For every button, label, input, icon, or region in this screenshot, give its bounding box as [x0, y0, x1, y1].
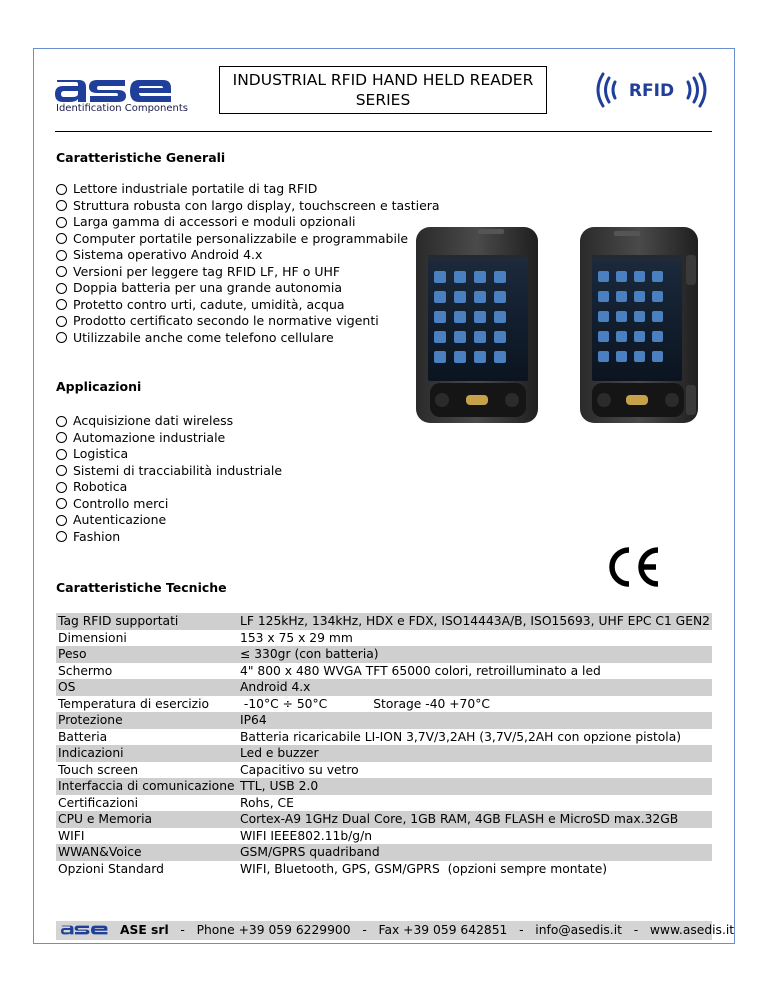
spec-label: Schermo	[58, 663, 113, 678]
list-item-label: Struttura robusta con largo display, touchscreen e tastiera	[73, 197, 440, 213]
list-item	[56, 446, 282, 463]
circle-bullet-icon	[56, 266, 67, 277]
table-row	[56, 828, 712, 845]
circle-bullet-icon	[56, 217, 67, 228]
list-item	[56, 479, 282, 496]
table-row	[56, 861, 712, 878]
spec-table	[56, 613, 712, 877]
general-heading: Caratteristiche Generali	[56, 150, 226, 165]
list-item	[56, 496, 282, 513]
footer-sep: -	[354, 923, 375, 937]
spec-value-secondary: Storage -40 +70°C	[373, 696, 490, 711]
spec-value	[238, 745, 712, 762]
spec-value-text: Led e buzzer	[240, 746, 319, 760]
spec-label: CPU e Memoria	[56, 811, 238, 828]
spec-label: Touch screen	[58, 762, 139, 777]
spec-value-text: Android 4.x	[240, 680, 311, 694]
circle-bullet-icon	[56, 515, 67, 526]
list-item-label: Prodotto certificato secondo le normative vigenti	[73, 313, 379, 328]
footer-website[interactable]: www.asedis.it	[649, 923, 735, 937]
footer-sep: -	[511, 923, 532, 937]
ce-mark-icon	[606, 546, 662, 588]
table-row	[56, 696, 712, 713]
footer-fax: Fax +39 059 642851	[378, 923, 508, 937]
spec-label: OS	[56, 679, 238, 696]
list-item	[56, 330, 440, 347]
spec-label: Dimensioni	[58, 630, 127, 645]
list-item-label: Larga gamma di accessori e moduli opzionali	[73, 214, 356, 229]
circle-bullet-icon	[56, 449, 67, 460]
applications-heading: Applicazioni	[56, 379, 142, 394]
circle-bullet-icon	[56, 250, 67, 261]
general-list	[56, 181, 440, 346]
header-divider	[55, 131, 712, 132]
company-tagline: Identification Components	[56, 103, 189, 114]
list-item-label: Sistemi di tracciabilità industriale	[73, 462, 283, 478]
list-item	[56, 529, 282, 546]
footer-company: ASE srl	[120, 923, 169, 937]
circle-bullet-icon	[56, 482, 67, 493]
spec-value-text: 4" 800 x 480 WVGA TFT 65000 colori, retroilluminato a led	[240, 663, 601, 678]
footer-contacts	[120, 921, 734, 940]
circle-bullet-icon	[56, 465, 67, 476]
circle-bullet-icon	[56, 184, 67, 195]
list-item-label: Robotica	[73, 479, 128, 494]
list-item	[56, 280, 440, 297]
circle-bullet-icon	[56, 531, 67, 542]
spec-value	[238, 630, 712, 647]
footer-phone: Phone +39 059 6229900	[196, 923, 351, 937]
list-item-label: Fashion	[73, 528, 121, 544]
list-item	[56, 512, 282, 529]
list-item	[56, 313, 440, 330]
spec-label: Protezione	[56, 712, 238, 729]
list-item	[56, 463, 282, 480]
list-item-label: Automazione industriale	[73, 429, 226, 445]
list-item	[56, 214, 440, 231]
spec-label: Interfaccia di comunicazione	[56, 778, 238, 795]
spec-value-text: IP64	[240, 713, 267, 727]
table-row	[56, 712, 712, 729]
spec-value	[238, 663, 712, 680]
list-item	[56, 247, 440, 264]
list-item-label: Doppia batteria per una grande autonomia	[73, 280, 343, 295]
spec-label: Indicazioni	[56, 745, 238, 762]
table-row	[56, 613, 712, 630]
spec-value-text: Batteria ricaricabile LI-ION 3,7V/3,2AH (3,7V/5,2AH con opzione pistola)	[240, 729, 682, 744]
circle-bullet-icon	[56, 299, 67, 310]
spec-label: Peso	[56, 646, 238, 663]
list-item-label: Computer portatile personalizzabile e programmabile	[73, 230, 409, 246]
table-row	[56, 745, 712, 762]
table-row	[56, 778, 712, 795]
spec-value	[238, 828, 712, 845]
circle-bullet-icon	[56, 283, 67, 294]
list-item-label: Lettore industriale portatile di tag RFID	[73, 181, 318, 196]
spec-value-text: -10°C ÷ 50°C	[240, 696, 328, 711]
table-row	[56, 762, 712, 779]
spec-value-text: ≤ 330gr (con batteria)	[240, 647, 379, 661]
spec-value	[238, 613, 712, 630]
device-angle-view	[580, 227, 698, 423]
footer-sep: -	[625, 923, 646, 937]
technical-heading: Caratteristiche Tecniche	[56, 580, 227, 595]
table-row	[56, 630, 712, 647]
list-item	[56, 198, 440, 215]
rfid-logo-text: RFID	[628, 81, 675, 101]
spec-label: WIFI	[58, 828, 85, 843]
list-item	[56, 231, 440, 248]
spec-value	[238, 844, 712, 861]
applications-list	[56, 413, 282, 545]
list-item	[56, 181, 440, 198]
list-item	[56, 413, 282, 430]
table-row	[56, 811, 712, 828]
list-item-label: Controllo merci	[73, 495, 169, 511]
spec-value	[238, 762, 712, 779]
spec-value	[238, 679, 712, 696]
spec-value	[238, 729, 712, 746]
circle-bullet-icon	[56, 416, 67, 427]
spec-label: Batteria	[58, 729, 108, 744]
list-item-label: Sistema operativo Android 4.x	[73, 247, 263, 262]
list-item	[56, 264, 440, 281]
spec-value-text: 153 x 75 x 29 mm	[240, 630, 353, 645]
table-row	[56, 729, 712, 746]
table-row	[56, 844, 712, 861]
list-item-label: Utilizzabile anche come telefono cellulare	[73, 329, 334, 345]
table-row	[56, 795, 712, 812]
spec-label: Certificazioni	[58, 795, 139, 810]
spec-value	[238, 861, 712, 878]
circle-bullet-icon	[56, 432, 67, 443]
circle-bullet-icon	[56, 332, 67, 343]
spec-value-text: TTL, USB 2.0	[240, 779, 319, 793]
spec-value	[238, 795, 712, 812]
spec-value-text: Capacitivo su vetro	[240, 762, 359, 777]
list-item-label: Protetto contro urti, cadute, umidità, acqua	[73, 296, 345, 312]
circle-bullet-icon	[56, 498, 67, 509]
spec-value-text: Rohs, CE	[240, 795, 294, 810]
list-item	[56, 297, 440, 314]
footer-sep: -	[172, 923, 193, 937]
footer-ase-logo	[56, 920, 116, 940]
rfid-logo	[589, 66, 714, 114]
spec-value-text: GSM/GPRS quadriband	[240, 845, 380, 859]
spec-value	[238, 811, 712, 828]
table-row	[56, 646, 712, 663]
spec-value-text: WIFI, Bluetooth, GPS, GSM/GPRS (opzioni sempre montate)	[240, 861, 608, 876]
list-item-label: Versioni per leggere tag RFID LF, HF o UHF	[73, 263, 341, 279]
table-row	[56, 663, 712, 680]
spec-value	[238, 712, 712, 729]
list-item	[56, 430, 282, 447]
list-item-label: Logistica	[73, 446, 129, 461]
table-row	[56, 679, 712, 696]
list-item-label: Acquisizione dati wireless	[73, 413, 234, 428]
circle-bullet-icon	[56, 316, 67, 327]
spec-label: Temperatura di esercizio	[58, 696, 210, 711]
spec-label: Tag RFID supportati	[56, 613, 238, 630]
spec-value-text: Cortex-A9 1GHz Dual Core, 1GB RAM, 4GB FLASH e MicroSD max.32GB	[240, 812, 679, 826]
spec-value	[238, 778, 712, 795]
spec-value	[238, 646, 712, 663]
spec-label: WWAN&Voice	[56, 844, 238, 861]
spec-value-text: LF 125kHz, 134kHz, HDX e FDX, ISO14443A/B, ISO15693, UHF EPC C1 GEN2	[240, 614, 710, 628]
handheld-device-image	[414, 225, 704, 425]
circle-bullet-icon	[56, 233, 67, 244]
list-item-label: Autenticazione	[73, 512, 167, 527]
spec-label: Opzioni Standard	[58, 861, 164, 876]
circle-bullet-icon	[56, 200, 67, 211]
spec-value-text: WIFI IEEE802.11b/g/n	[240, 828, 373, 843]
device-front-view	[416, 227, 538, 423]
footer-email[interactable]: info@asedis.it	[535, 923, 622, 937]
document-title: INDUSTRIAL RFID HAND HELD READER SERIES	[219, 66, 547, 114]
spec-value	[238, 696, 712, 713]
